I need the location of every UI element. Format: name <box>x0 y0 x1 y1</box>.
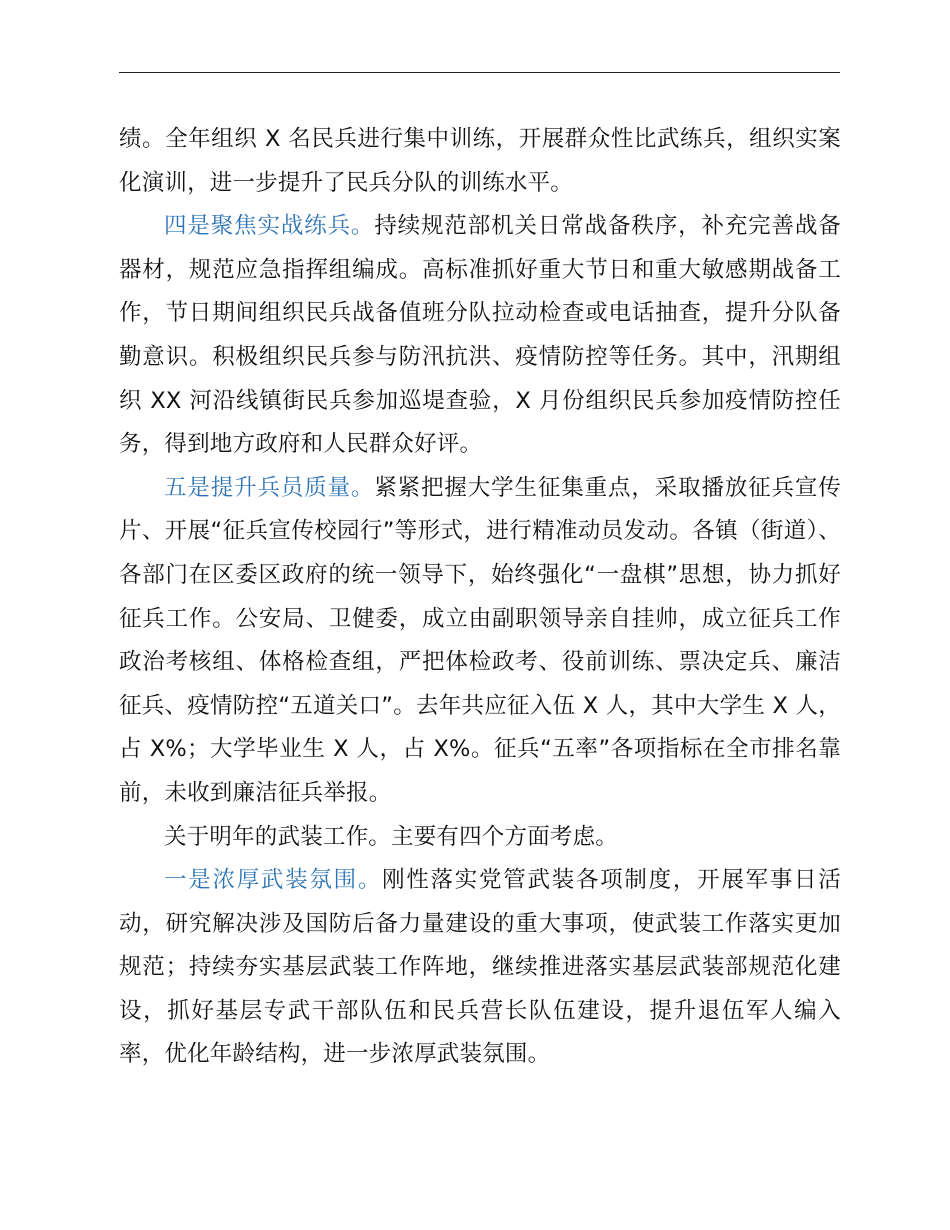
paragraph-text: 绩。全年组织 X 名民兵进行集中训练，开展群众性比武练兵，组织实案化演训，进一步提升了民兵分队的训练水平。 <box>119 126 841 196</box>
paragraph-lead-heading: 一是浓厚武装氛围。 <box>164 867 383 894</box>
document-body <box>119 118 841 1077</box>
paragraph-armed-atmosphere <box>119 859 841 1077</box>
paragraph-lead-heading: 五是提升兵员质量。 <box>164 474 375 501</box>
paragraph-next-year-intro <box>119 816 841 860</box>
paragraph-lead-heading: 四是聚焦实战练兵。 <box>164 213 375 240</box>
paragraph-text: 关于明年的武装工作。主要有四个方面考虑。 <box>164 823 619 850</box>
paragraph-text: 刚性落实党管武装各项制度，开展军事日活动，研究解决涉及国防后备力量建设的重大事项，使武装工作落实更加规范；持续夯实基层武装工作阵地，继续推进落实基层武装部规范化建设，抓好基层专武干部队伍和民兵营长队伍建设，提升退伍军人编入率，优化年龄结构，进一步浓厚武装氛围。 <box>119 867 841 1068</box>
paragraph-combat-readiness <box>119 205 841 467</box>
paragraph-text: 紧紧把握大学生征集重点，采取播放征兵宣传片、开展“征兵宣传校园行”等形式，进行精准动员发动。各镇（街道）、各部门在区委区政府的统一领导下，始终强化“一盘棋”思想，协力抓好征兵工作。公安局、卫健委，成立由副职领导亲自挂帅，成立征兵工作政治考核组、体格检查组，严把体检政考、役前训练、票决定兵、廉洁征兵、疫情防控“五道关口”。去年共应征入伍 X 人，其中大学生 X 人，占 X%；大学毕业生 X 人，占 X%。征兵“五率”各项指标在全市排名靠前，未收到廉洁征兵举报。 <box>119 474 841 806</box>
paragraph-text: 持续规范部机关日常战备秩序，补充完善战备器材，规范应急指挥组编成。高标准抓好重大节日和重大敏感期战备工作，节日期间组织民兵战备值班分队拉动检查或电话抽查，提升分队备勤意识。积极组织民兵参与防汛抗洪、疫情防控等任务。其中，汛期组织 XX 河沿线镇街民兵参加巡堤查验，X 月份组织民兵参加疫情防控任务，得到地方政府和人民群众好评。 <box>119 213 841 458</box>
paragraph-training-continuation <box>119 118 841 205</box>
paragraph-recruit-quality <box>119 467 841 816</box>
header-rule <box>119 72 840 73</box>
